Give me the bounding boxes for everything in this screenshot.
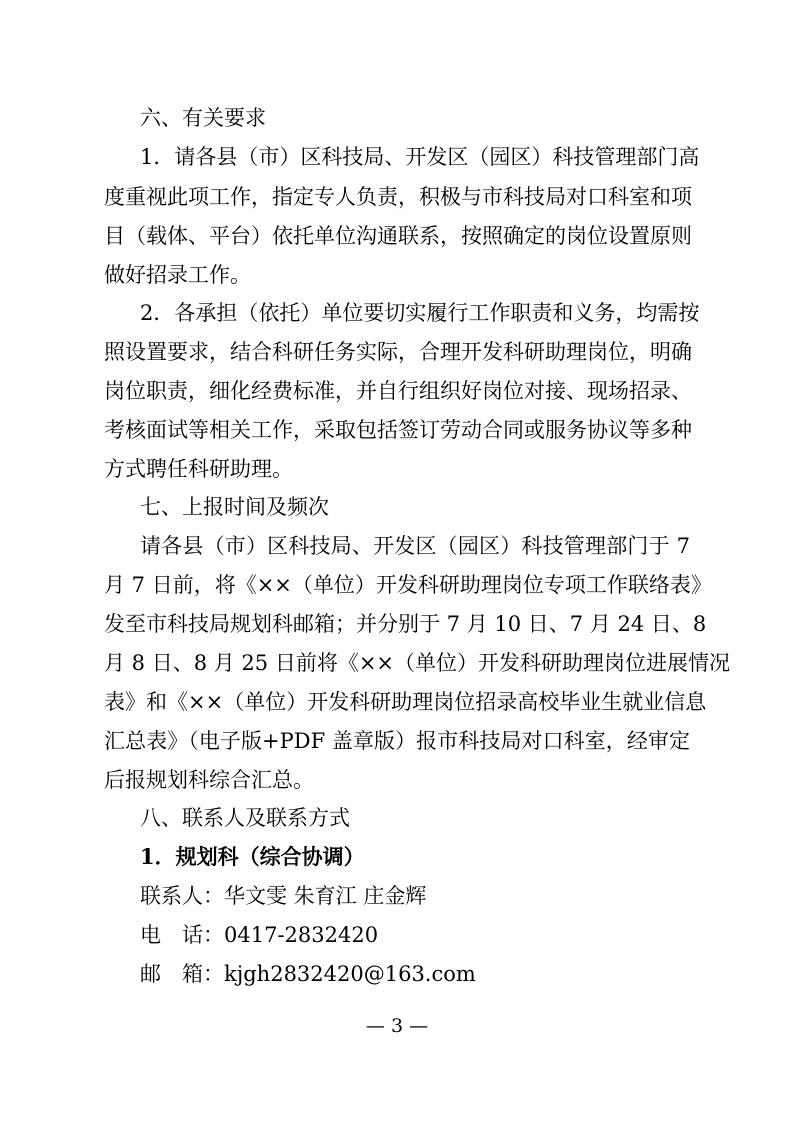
contact-phone: 电 话：0417-2832420 [140,923,379,947]
paragraph-line: 考核面试等相关工作，采取包括签订劳动合同或服务协议等多种 [104,418,692,442]
paragraph-line: 目（载体、平台）依托单位沟通联系，按照确定的岗位设置原则 [104,224,692,248]
paragraph-line: 做好招录工作。 [104,263,251,287]
contact-persons: 联系人：华文雯 朱育江 庄金辉 [140,884,427,908]
subheading-planning-office: 1．规划科（综合协调） [140,844,365,869]
paragraph-line: 方式聘任科研助理。 [104,457,293,481]
section-heading-contacts: 八、联系人及联系方式 [140,806,350,830]
paragraph-line: 1．请各县（市）区科技局、开发区（园区）科技管理部门高 [140,145,700,169]
paragraph-line: 照设置要求，结合科研任务实际，合理开发科研助理岗位，明确 [104,340,692,364]
paragraph-line: 度重视此项工作，指定专人负责，积极与市科技局对口科室和项 [104,185,692,209]
paragraph-line: 发至市科技局规划科邮箱；并分别于 7 月 10 日、7 月 24 日、8 [104,612,707,636]
paragraph-line: 汇总表》（电子版+PDF 盖章版）报市科技局对口科室，经审定 [104,729,690,753]
contact-email: 邮 箱：kjgh2832420@163.com [140,962,476,986]
page-number: — 3 — [365,1015,429,1037]
section-heading-requirements: 六、有关要求 [140,106,266,130]
paragraph-line: 岗位职责，细化经费标准，并自行组织好岗位对接、现场招录、 [104,379,692,403]
paragraph-line: 月 7 日前，将《××（单位）开发科研助理岗位专项工作联络表》 [104,573,712,597]
paragraph-line: 请各县（市）区科技局、开发区（园区）科技管理部门于 7 [140,534,690,558]
section-heading-report-time: 七、上报时间及频次 [140,495,329,519]
paragraph-line: 2．各承担（依托）单位要切实履行工作职责和义务，均需按 [140,301,700,325]
paragraph-line: 表》和《××（单位）开发科研助理岗位招录高校毕业生就业信息 [104,690,707,714]
paragraph-line: 后报规划科综合汇总。 [104,768,314,792]
paragraph-line: 月 8 日、8 月 25 日前将《××（单位）开发科研助理岗位进展情况 [104,651,731,675]
